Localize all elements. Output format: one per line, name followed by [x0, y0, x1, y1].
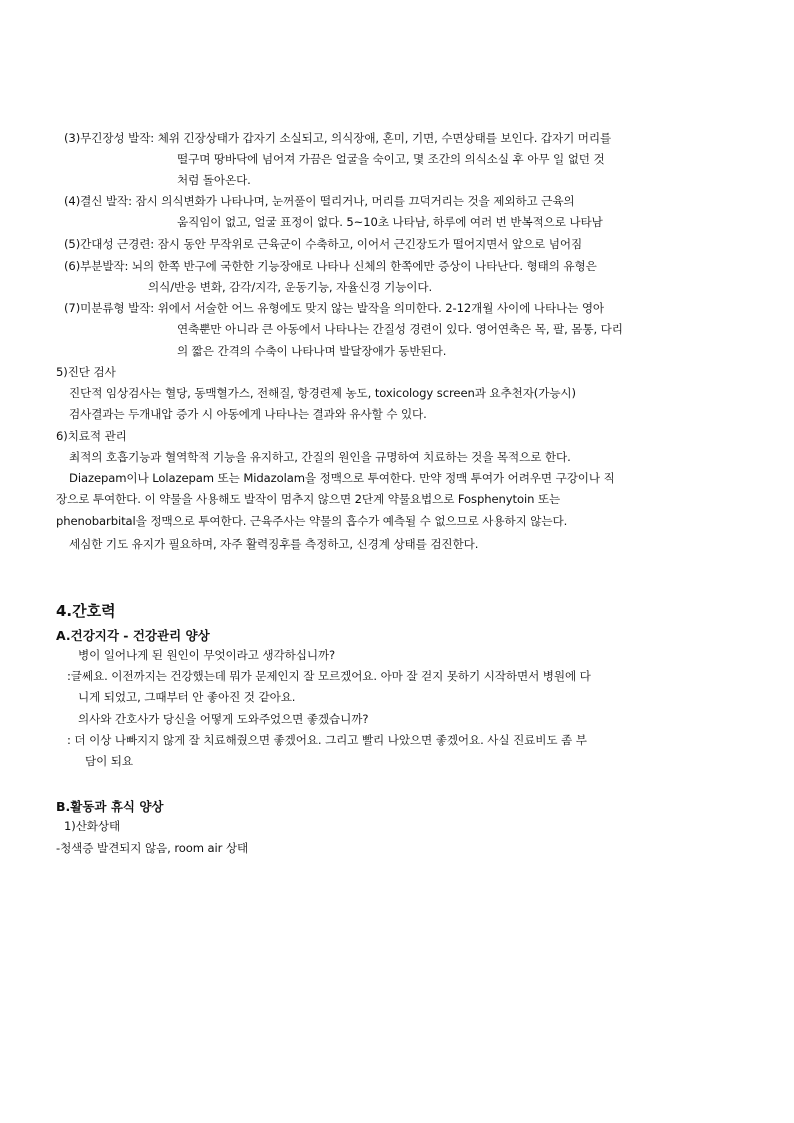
atonic-seizure-line-3: 처럼 돌아온다.: [177, 173, 251, 187]
nursing-history-heading: 4.간호력: [56, 602, 116, 620]
answer-2-line-1: : 더 이상 나빠지지 않게 잘 치료해줬으면 좋겠어요. 그리고 빨리 나았으면 좋겠어요. 사실 진료비도 좀 부: [67, 733, 587, 747]
answer-1-line-1: :글쎄요. 이전까지는 건강했는데 뭐가 문제인지 잘 모르겠어요. 아마 잘 걷지 못하기 시작하면서 병원에 다: [67, 669, 591, 683]
answer-2-line-2: 담이 되요: [85, 754, 133, 768]
treatment-heading: 6)치료적 관리: [56, 429, 127, 443]
diagnosis-line-1: 진단적 임상검사는 혈당, 동맥혈가스, 전해질, 항경련제 농도, toxicology screen과 요추천자(가능시): [69, 386, 576, 400]
treatment-line-4: phenobarbital을 정맥으로 투여한다. 근육주사는 약물의 흡수가 예측될 수 없으므로 사용하지 않는다.: [56, 514, 568, 528]
question-2: 의사와 간호사가 당신을 어떻게 도와주었으면 좋겠습니까?: [78, 712, 369, 726]
question-1: 병이 일어나게 된 원인이 무엇이라고 생각하십니까?: [78, 648, 336, 662]
unclassified-seizure-line-3: 의 짧은 간격의 수축이 나타나며 발달장애가 동반된다.: [177, 344, 447, 358]
section-b-sub-1: 1)산화상태: [64, 819, 121, 833]
absence-seizure-line-1: (4)결신 발작: 잠시 의식변화가 나타나며, 눈꺼풀이 떨리거나, 머리를 끄덕거리는 것을 제외하고 근육의: [64, 194, 575, 208]
partial-seizure-line-2: 의식/반응 변화, 감각/지각, 운동기능, 자율신경 기능이다.: [148, 280, 433, 294]
partial-seizure-line-1: (6)부분발작: 뇌의 한쪽 반구에 국한한 기능장애로 나타나 신체의 한쪽에만 증상이 나타난다. 형태의 유형은: [64, 259, 597, 273]
treatment-line-1: 최적의 호흡기능과 혈역학적 기능을 유지하고, 간질의 원인을 규명하여 치료하는 것을 목적으로 한다.: [69, 450, 571, 464]
absence-seizure-line-2: 움직임이 없고, 얼굴 표정이 없다. 5~10초 나타남, 하루에 여러 번 반복적으로 나타남: [177, 215, 603, 229]
atonic-seizure-line-1: (3)무긴장성 발작: 체위 긴장상태가 갑자기 소실되고, 의식장애, 혼미, 기면, 수면상태를 보인다. 갑자기 머리를: [64, 131, 612, 145]
treatment-line-5: 세심한 기도 유지가 필요하며, 자주 활력징후를 측정하고, 신경계 상태를 검진한다.: [69, 537, 479, 551]
diagnosis-line-2: 검사결과는 두개내압 증가 시 아동에게 나타나는 결과와 유사할 수 있다.: [69, 407, 427, 421]
treatment-line-2: Diazepam이나 Lolazepam 또는 Midazolam을 정맥으로 투여한다. 만약 정맥 투여가 어려우면 구강이나 직: [69, 471, 615, 485]
treatment-line-3: 장으로 투여한다. 이 약물을 사용해도 발작이 멈추지 않으면 2단계 약물요법으로 Fosphenytoin 또는: [56, 492, 561, 506]
section-a-heading: A.건강지각 - 건강관리 양상: [56, 628, 210, 643]
atonic-seizure-line-2: 떨구며 땅바닥에 넘어져 가끔은 얼굴을 숙이고, 몇 조간의 의식소실 후 아무 일 없던 것: [177, 152, 605, 166]
unclassified-seizure-line-1: (7)미분류형 발작: 위에서 서술한 어느 유형에도 맞지 않는 발작을 의미한다. 2-12개월 사이에 나타나는 영아: [64, 301, 605, 315]
section-b-item-1: -청색증 발견되지 않음, room air 상태: [56, 841, 249, 855]
diagnosis-heading: 5)진단 검사: [56, 365, 116, 379]
section-b-heading: B.활동과 휴식 양상: [56, 799, 164, 814]
answer-1-line-2: 니게 되었고, 그때부터 안 좋아진 것 같아요.: [78, 690, 296, 704]
unclassified-seizure-line-2: 연축뿐만 아니라 큰 아동에서 나타나는 간질성 경련이 있다. 영어연축은 목, 팔, 몸통, 다리: [177, 322, 623, 336]
clonic-seizure-line-1: (5)간대성 근경련: 잠시 동안 무작위로 근육군이 수축하고, 이어서 근긴장도가 떨어지면서 앞으로 넘어짐: [64, 237, 583, 251]
